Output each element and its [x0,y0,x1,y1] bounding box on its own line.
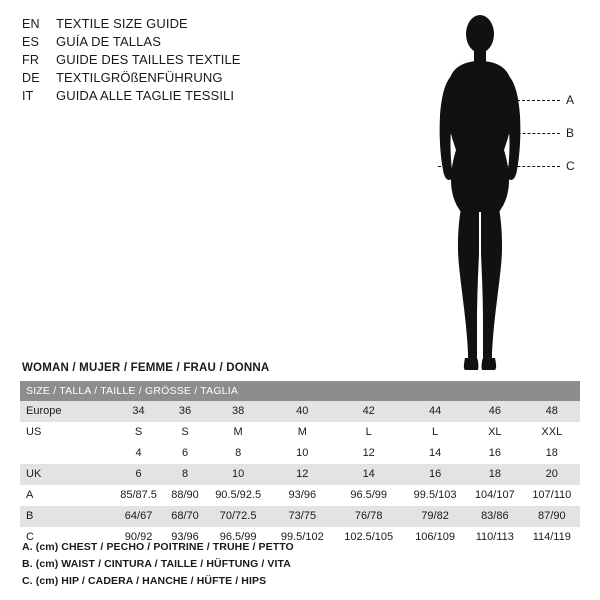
language-title-block [22,16,352,106]
cell: 36 [165,401,205,422]
language-title: GUIDE DES TAILLES TEXTILE [56,52,241,67]
cell: 90/92 [112,527,165,548]
cell: 46 [466,401,524,422]
table-row [20,506,580,527]
table-row [20,485,580,506]
cell: 16 [466,443,524,464]
measurement-notes [22,541,442,592]
table-header-row [20,381,580,401]
table-row [20,422,580,443]
cell: 93/96 [165,527,205,548]
cell: 44 [404,401,466,422]
language-code: ES [22,35,40,49]
table-header-label: SIZE / TALLA / TAILLE / GRÖSSE / TAGLIA [20,381,580,401]
cell: 4 [112,443,165,464]
cell: 10 [271,443,333,464]
cell: L [333,422,404,443]
row-label: US [20,422,112,443]
cell: 70/72.5 [205,506,271,527]
row-label [20,443,112,464]
cell: 18 [524,443,580,464]
cell: 104/107 [466,485,524,506]
measure-line-waist [444,133,560,134]
measure-label-c: C [566,159,575,173]
language-code: IT [22,89,34,103]
cell: 8 [165,464,205,485]
language-title: GUÍA DE TALLAS [56,34,161,49]
cell: 114/119 [524,527,580,548]
cell: 8 [205,443,271,464]
language-row [22,88,352,103]
note-a: A. (cm) CHEST / PECHO / POITRINE / TRUHE / PETTO [22,541,294,553]
cell: 48 [524,401,580,422]
section-title-woman: WOMAN / MUJER / FEMME / FRAU / DONNA [22,362,270,374]
cell: 64/67 [112,506,165,527]
cell: 96.5/99 [333,485,404,506]
language-code: FR [22,53,40,67]
language-row [22,16,352,31]
cell: 16 [404,464,466,485]
measure-label-b: B [566,126,575,140]
cell: 34 [112,401,165,422]
table-row [20,401,580,422]
cell: M [271,422,333,443]
cell: 10 [205,464,271,485]
language-code: DE [22,71,40,85]
cell: 87/90 [524,506,580,527]
cell: 14 [404,443,466,464]
cell: XL [466,422,524,443]
figure-diagram [380,8,590,373]
measure-line-hip [438,166,560,167]
cell: 6 [165,443,205,464]
cell: 96.5/99 [205,527,271,548]
cell: 102.5/105 [333,527,404,548]
cell: 90.5/92.5 [205,485,271,506]
row-label: C [20,527,112,548]
cell: 99.5/102 [271,527,333,548]
cell: 110/113 [466,527,524,548]
cell: L [404,422,466,443]
table-row [20,443,580,464]
cell: XXL [524,422,580,443]
cell: 76/78 [333,506,404,527]
size-table-wrapper [20,381,580,548]
row-label: Europe [20,401,112,422]
cell: 18 [466,464,524,485]
note-c: C. (cm) HIP / CADERA / HANCHE / HÜFTE / HIPS [22,575,267,587]
note-b: B. (cm) WAIST / CINTURA / TAILLE / HÜFTUNG / VITA [22,558,291,570]
cell: 83/86 [466,506,524,527]
language-title: GUIDA ALLE TAGLIE TESSILI [56,88,235,103]
cell: M [205,422,271,443]
cell: 12 [333,443,404,464]
language-row [22,34,352,49]
row-label: A [20,485,112,506]
measure-label-a: A [566,93,575,107]
cell: 93/96 [271,485,333,506]
female-silhouette-icon [420,8,540,373]
language-row [22,52,352,67]
cell: 85/87.5 [112,485,165,506]
measure-line-chest [442,100,560,101]
cell: S [112,422,165,443]
language-title: TEXTILE SIZE GUIDE [56,16,188,31]
cell: 73/75 [271,506,333,527]
language-title: TEXTILGRÖßENFÜHRUNG [56,70,223,85]
cell: 12 [271,464,333,485]
cell: 88/90 [165,485,205,506]
cell: 106/109 [404,527,466,548]
cell: 42 [333,401,404,422]
table-row [20,464,580,485]
cell: 68/70 [165,506,205,527]
row-label: B [20,506,112,527]
cell: 40 [271,401,333,422]
cell: 6 [112,464,165,485]
language-row [22,70,352,85]
cell: 79/82 [404,506,466,527]
size-table [20,381,580,548]
cell: 107/110 [524,485,580,506]
cell: 38 [205,401,271,422]
cell: S [165,422,205,443]
language-code: EN [22,17,40,31]
cell: 14 [333,464,404,485]
row-label: UK [20,464,112,485]
cell: 20 [524,464,580,485]
cell: 99.5/103 [404,485,466,506]
